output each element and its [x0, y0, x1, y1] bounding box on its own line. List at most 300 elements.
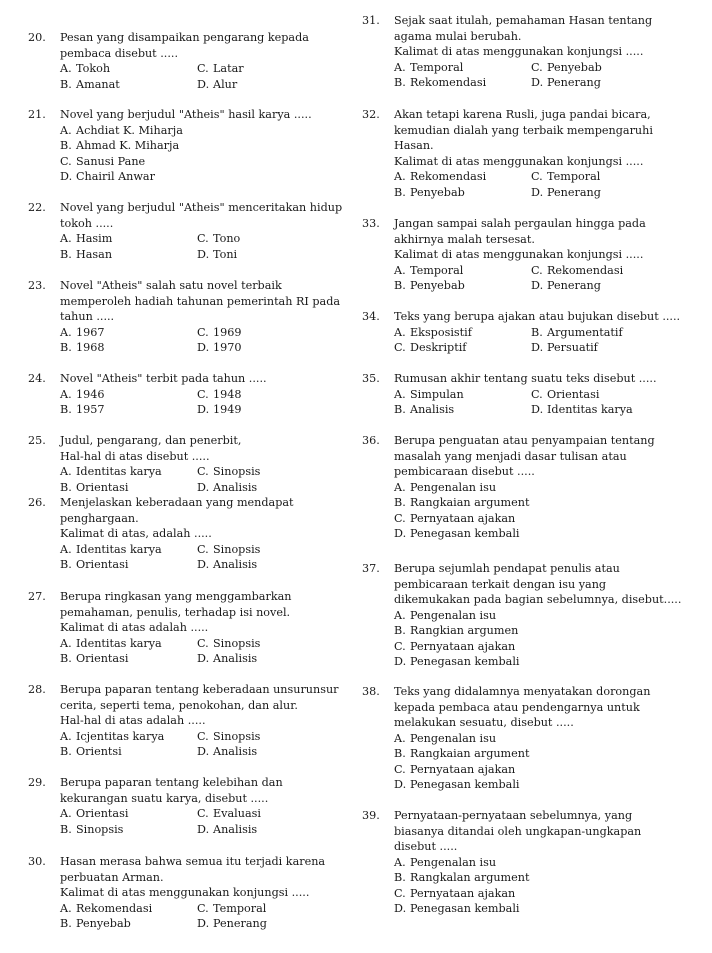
question-text-line: pembicaraan disebut .....	[394, 465, 535, 478]
question-number: 25.	[28, 434, 46, 447]
answer-option[interactable]	[394, 325, 531, 341]
option-letter: C.	[197, 542, 209, 556]
answer-options	[394, 387, 702, 418]
question-text-line: pembicaraan terkait dengan isu yang	[394, 577, 607, 591]
answer-option[interactable]	[60, 340, 197, 356]
answer-option[interactable]	[531, 325, 702, 341]
option-text: Penegasan kembali	[410, 655, 520, 668]
question-number: 28.	[28, 683, 46, 696]
question-number: 30.	[28, 855, 46, 868]
answer-options	[394, 60, 702, 91]
question-number: 22.	[28, 201, 46, 214]
option-text: Pernyataan ajakan	[410, 511, 516, 525]
answer-option[interactable]	[394, 75, 531, 91]
answer-option[interactable]	[60, 916, 197, 932]
option-letter: A.	[60, 123, 72, 137]
option-letter: A.	[60, 636, 72, 650]
question-text-line: Novel "Atheis" terbit pada tahun .....	[60, 372, 267, 385]
answer-option[interactable]	[197, 901, 348, 917]
question-body	[394, 107, 702, 200]
question-text-line: tahun .....	[60, 310, 115, 323]
question-text-line: Kalimat di atas menggunakan konjungsi .....	[394, 248, 644, 261]
answer-option[interactable]	[60, 154, 348, 170]
question-text-line: disebut .....	[394, 840, 458, 853]
question-text-line: Teks yang berupa ajakan atau bujukan disebut .....	[394, 310, 681, 323]
option-letter: B.	[60, 917, 72, 930]
option-letter: C.	[531, 170, 543, 183]
answer-option[interactable]	[197, 325, 348, 341]
answer-option[interactable]	[394, 278, 531, 294]
option-text: Orientsi	[76, 745, 122, 758]
option-text: Hasan	[76, 247, 113, 261]
option-text: Simpulan	[410, 387, 464, 401]
option-text: Toni	[213, 247, 238, 261]
option-text: Pernyataan ajakan	[410, 639, 516, 653]
option-letter: B.	[394, 747, 406, 760]
option-text: Tokoh	[76, 62, 111, 75]
answer-option[interactable]	[60, 806, 197, 822]
option-text: 1969	[213, 325, 242, 339]
option-text: Penegasan kembali	[410, 902, 520, 915]
answer-option[interactable]	[394, 480, 702, 496]
question-number: 26.	[28, 496, 46, 509]
answer-option[interactable]	[60, 325, 197, 341]
option-text: Persuatif	[547, 341, 598, 354]
answer-options	[394, 263, 702, 294]
answer-option[interactable]	[394, 762, 702, 778]
option-text: Temporal	[410, 60, 464, 74]
option-text: Penerang	[213, 917, 267, 930]
option-letter: C.	[394, 511, 406, 525]
answer-option[interactable]	[60, 480, 197, 496]
answer-options	[60, 387, 348, 418]
question-body	[60, 107, 348, 185]
option-letter: C.	[531, 387, 543, 401]
answer-option[interactable]	[197, 651, 348, 667]
question-number: 34.	[362, 310, 380, 323]
option-letter: C.	[197, 729, 209, 743]
answer-option[interactable]	[197, 480, 348, 496]
answer-option[interactable]	[531, 263, 702, 279]
answer-options	[394, 325, 702, 356]
option-text: Latar	[213, 62, 244, 75]
answer-option[interactable]	[394, 870, 702, 886]
option-text: Tono	[213, 232, 241, 245]
answer-option[interactable]	[394, 623, 702, 639]
answer-option[interactable]	[60, 402, 197, 418]
answer-options	[60, 542, 348, 573]
answer-options	[394, 608, 702, 670]
option-letter: B.	[394, 496, 406, 509]
option-letter: A.	[394, 170, 406, 183]
question-number: 23.	[28, 279, 46, 292]
question-text-line: penghargaan.	[60, 511, 139, 525]
question-text-line: Berupa penguatan atau penyampaian tentang	[394, 434, 655, 447]
option-text: 1968	[76, 341, 105, 354]
answer-option[interactable]	[197, 464, 348, 480]
option-text: Deskriptif	[410, 341, 467, 354]
question-number: 38.	[362, 685, 380, 698]
question-text-line: Hasan.	[394, 139, 434, 152]
answer-option[interactable]	[60, 77, 197, 93]
option-letter: C.	[531, 263, 543, 277]
answer-option[interactable]	[531, 387, 702, 403]
question-text-line: Berupa paparan tentang keberadaan unsurunsur	[60, 683, 339, 696]
question-text-line: kepada pembaca atau pendengarnya untuk	[394, 700, 640, 714]
question-text-line: Menjelaskan keberadaan yang mendapat	[60, 496, 294, 509]
option-text: Rangkaian argument	[410, 747, 530, 760]
option-letter: D.	[531, 341, 544, 354]
option-letter: B.	[60, 247, 72, 261]
option-text: 1949	[213, 403, 242, 416]
option-text: Icjentitas karya	[76, 729, 165, 743]
answer-option[interactable]	[60, 636, 197, 652]
option-letter: C.	[197, 62, 209, 75]
option-letter: D.	[197, 822, 210, 836]
answer-option[interactable]	[60, 729, 197, 745]
question-body	[394, 808, 702, 917]
option-text: 1970	[213, 341, 242, 354]
question-text-line: Novel "Atheis" salah satu novel terbaik	[60, 279, 282, 292]
option-letter: B.	[60, 745, 72, 758]
option-text: Pengenalan isu	[410, 731, 497, 745]
answer-option[interactable]	[531, 60, 702, 76]
answer-options	[60, 636, 348, 667]
question-text-line: Teks yang didalamnya menyatakan dorongan	[394, 685, 651, 698]
option-letter: C.	[197, 901, 209, 915]
question-text-line: Rumusan akhir tentang suatu teks disebut .....	[394, 372, 657, 385]
option-letter: B.	[531, 325, 543, 339]
option-text: Achdiat K. Miharja	[76, 123, 183, 137]
answer-option[interactable]	[197, 729, 348, 745]
answer-options	[394, 855, 702, 917]
option-letter: C.	[394, 639, 406, 653]
question-body	[394, 433, 702, 542]
question-body	[60, 433, 348, 495]
option-text: Analisis	[213, 480, 258, 494]
option-letter: B.	[60, 139, 72, 152]
answer-option[interactable]	[394, 169, 531, 185]
option-letter: B.	[394, 185, 406, 199]
option-text: Chairil Anwar	[76, 170, 155, 183]
option-letter: B.	[394, 76, 406, 89]
option-letter: C.	[197, 807, 209, 820]
question-text-line: Judul, pengarang, dan penerbit,	[60, 434, 242, 447]
option-text: Temporal	[213, 901, 267, 915]
answer-option[interactable]	[197, 340, 348, 356]
option-letter: B.	[60, 822, 72, 836]
answer-option[interactable]	[60, 651, 197, 667]
option-letter: A.	[60, 542, 72, 556]
option-text: Analisis	[213, 558, 258, 571]
question-body	[60, 775, 348, 837]
question-text-line: Hal-hal di atas adalah .....	[60, 714, 206, 727]
answer-option[interactable]	[531, 75, 702, 91]
option-text: 1967	[76, 325, 105, 339]
option-letter: A.	[394, 608, 406, 622]
answer-options	[60, 464, 348, 495]
option-letter: A.	[394, 60, 406, 74]
answer-option[interactable]	[394, 263, 531, 279]
answer-option[interactable]	[394, 340, 531, 356]
answer-option[interactable]	[60, 123, 348, 139]
answer-option[interactable]	[394, 495, 702, 511]
option-letter: D.	[197, 652, 210, 665]
option-text: Penerang	[547, 76, 601, 89]
option-letter: B.	[60, 480, 72, 494]
answer-option[interactable]	[394, 526, 702, 542]
question-text-line: Hasan merasa bahwa semua itu terjadi karena	[60, 855, 326, 868]
option-text: 1946	[76, 387, 105, 401]
answer-option[interactable]	[197, 916, 348, 932]
answer-option[interactable]	[531, 185, 702, 201]
option-letter: C.	[197, 387, 209, 401]
answer-option[interactable]	[60, 744, 197, 760]
option-text: Rekomendasi	[76, 901, 153, 915]
option-text: Pengenalan isu	[410, 480, 497, 494]
option-letter: A.	[60, 807, 72, 820]
answer-option[interactable]	[531, 402, 702, 418]
question-number: 20.	[28, 31, 46, 44]
question-text-line: akhirnya malah tersesat.	[394, 232, 535, 246]
answer-option[interactable]	[197, 542, 348, 558]
option-text: Penerang	[547, 185, 601, 199]
answer-option[interactable]	[60, 542, 197, 558]
question-number: 36.	[362, 434, 380, 447]
answer-option[interactable]	[60, 901, 197, 917]
answer-option[interactable]	[197, 387, 348, 403]
answer-options	[394, 731, 702, 793]
option-text: Penyebab	[547, 60, 602, 74]
option-letter: D.	[197, 480, 210, 494]
option-letter: B.	[60, 403, 72, 416]
answer-option[interactable]	[60, 138, 348, 154]
option-text: Analisis	[213, 652, 258, 665]
answer-option[interactable]	[531, 169, 702, 185]
answer-option[interactable]	[197, 636, 348, 652]
answer-option[interactable]	[394, 402, 531, 418]
question-text-line: perbuatan Arman.	[60, 870, 164, 884]
answer-option[interactable]	[197, 557, 348, 573]
option-letter: D.	[394, 902, 407, 915]
question-body	[394, 684, 702, 793]
option-text: Ahmad K. Miharja	[76, 139, 180, 152]
answer-options	[60, 123, 348, 185]
question-number: 37.	[362, 562, 380, 575]
question-text-line: Berupa ringkasan yang menggambarkan	[60, 590, 292, 603]
answer-option[interactable]	[60, 169, 348, 185]
question-text-line: Kalimat di atas menggunakan konjungsi .....	[394, 45, 644, 58]
question-body	[60, 371, 348, 418]
question-number: 31.	[362, 14, 380, 27]
option-letter: C.	[394, 762, 406, 776]
question-text-line: masalah yang menjadi dasar tulisan atau	[394, 449, 627, 463]
option-letter: C.	[531, 60, 543, 74]
option-text: Identitas karya	[547, 403, 633, 416]
option-letter: B.	[60, 77, 72, 91]
answer-option[interactable]	[197, 744, 348, 760]
answer-option[interactable]	[394, 185, 531, 201]
answer-option[interactable]	[197, 61, 348, 77]
option-text: Rekomendasi	[410, 76, 487, 89]
answer-option[interactable]	[197, 231, 348, 247]
answer-option[interactable]	[60, 61, 197, 77]
answer-option[interactable]	[531, 278, 702, 294]
question-body	[394, 13, 702, 91]
option-text: Rekomendasi	[547, 263, 624, 277]
answer-option[interactable]	[60, 231, 197, 247]
question-body	[60, 854, 348, 932]
option-text: Penyebab	[410, 279, 465, 292]
option-letter: D.	[60, 170, 73, 183]
answer-option[interactable]	[394, 654, 702, 670]
answer-option[interactable]	[60, 387, 197, 403]
option-letter: B.	[60, 341, 72, 354]
answer-option[interactable]	[394, 60, 531, 76]
answer-option[interactable]	[197, 77, 348, 93]
question-body	[394, 309, 702, 356]
option-letter: D.	[531, 279, 544, 292]
question-text-line: Akan tetapi karena Rusli, juga pandai bicara,	[394, 108, 651, 121]
option-letter: B.	[60, 652, 72, 665]
option-letter: A.	[394, 263, 406, 277]
option-text: Orientasi	[76, 652, 129, 665]
question-text-line: Berupa sejumlah pendapat penulis atau	[394, 562, 620, 575]
option-text: Pernyataan ajakan	[410, 886, 516, 900]
question-text-line: Kalimat di atas menggunakan konjungsi .....	[394, 154, 644, 168]
answer-option[interactable]	[197, 806, 348, 822]
option-letter: D.	[197, 403, 210, 416]
option-text: Rangkaian argument	[410, 496, 530, 509]
question-body	[394, 216, 702, 294]
answer-option[interactable]	[394, 746, 702, 762]
question-text-line: biasanya ditandai oleh ungkapan-ungkapan	[394, 824, 642, 838]
option-letter: A.	[394, 855, 406, 869]
option-letter: D.	[197, 247, 210, 261]
option-text: Orientasi	[76, 480, 129, 494]
answer-option[interactable]	[60, 822, 197, 838]
option-text: Identitas karya	[76, 542, 162, 556]
option-letter: C.	[197, 232, 209, 245]
question-text-line: Berupa paparan tentang kelebihan dan	[60, 776, 283, 789]
option-text: Penyebab	[76, 917, 131, 930]
answer-option[interactable]	[531, 340, 702, 356]
option-text: Eksposistif	[410, 325, 472, 339]
option-text: 1948	[213, 387, 242, 401]
answer-option[interactable]	[60, 557, 197, 573]
question-number: 29.	[28, 776, 46, 789]
question-body	[394, 371, 702, 418]
answer-option[interactable]	[394, 639, 702, 655]
answer-options	[60, 325, 348, 356]
option-letter: B.	[60, 558, 72, 571]
option-text: Amanat	[76, 77, 120, 91]
option-text: Analisis	[213, 822, 258, 836]
option-text: Orientasi	[76, 807, 129, 820]
answer-option[interactable]	[197, 822, 348, 838]
option-text: Penegasan kembali	[410, 778, 520, 791]
option-text: Orientasi	[547, 387, 600, 401]
option-letter: D.	[197, 558, 210, 571]
question-number: 39.	[362, 809, 380, 822]
answer-option[interactable]	[394, 511, 702, 527]
answer-option[interactable]	[197, 247, 348, 263]
option-letter: B.	[394, 624, 406, 637]
option-text: Rangkian argumen	[410, 624, 519, 637]
option-text: Sanusi Pane	[76, 154, 146, 168]
answer-option[interactable]	[394, 777, 702, 793]
answer-option[interactable]	[394, 387, 531, 403]
option-text: Analisis	[410, 403, 455, 416]
answer-option[interactable]	[197, 402, 348, 418]
question-body	[394, 561, 702, 670]
option-letter: A.	[60, 232, 72, 245]
answer-option[interactable]	[394, 886, 702, 902]
option-letter: D.	[197, 341, 210, 354]
question-text-line: melakukan sesuatu, disebut .....	[394, 716, 574, 729]
answer-options	[60, 901, 348, 932]
answer-option[interactable]	[394, 608, 702, 624]
option-text: Identitas karya	[76, 636, 162, 650]
option-text: Argumentatif	[547, 325, 623, 339]
option-letter: A.	[394, 325, 406, 339]
answer-option[interactable]	[60, 464, 197, 480]
option-letter: C.	[197, 465, 209, 478]
option-text: Rangkalan argument	[410, 871, 530, 884]
question-text-line: Pesan yang disampaikan pengarang kepada	[60, 31, 309, 44]
question-text-line: kekurangan suatu karya, disebut .....	[60, 791, 269, 805]
question-text-line: Pernyataan-pernyataan sebelumnya, yang	[394, 809, 633, 822]
answer-option[interactable]	[60, 247, 197, 263]
question-text-line: dikemukakan pada bagian sebelumnya, disebut.....	[394, 593, 682, 606]
question-text-line: pemahaman, penulis, terhadap isi novel.	[60, 605, 291, 619]
question-number: 24.	[28, 372, 46, 385]
question-text-line: Novel yang berjudul "Atheis" hasil karya .....	[60, 108, 312, 121]
option-text: Pengenalan isu	[410, 608, 497, 622]
option-letter: A.	[394, 480, 406, 494]
question-text-line: Sejak saat itulah, pemahaman Hasan tentang	[394, 14, 653, 27]
question-body	[60, 30, 348, 92]
answer-options	[60, 231, 348, 262]
question-body	[60, 682, 348, 760]
option-text: Orientasi	[76, 558, 129, 571]
question-number: 35.	[362, 372, 380, 385]
question-text-line: tokoh .....	[60, 216, 114, 230]
option-text: Penegasan kembali	[410, 527, 520, 540]
option-letter: A.	[60, 729, 72, 743]
answer-option[interactable]	[394, 901, 702, 917]
option-letter: D.	[394, 527, 407, 540]
option-letter: D.	[394, 655, 407, 668]
option-letter: C.	[394, 886, 406, 900]
option-letter: A.	[394, 387, 406, 401]
option-text: Sinopsis	[213, 729, 261, 743]
option-text: Sinopsis	[76, 822, 124, 836]
question-number: 33.	[362, 217, 380, 230]
option-letter: B.	[394, 403, 406, 416]
option-letter: A.	[60, 465, 72, 478]
question-body	[60, 200, 348, 262]
answer-options	[60, 729, 348, 760]
option-text: Hasim	[76, 232, 113, 245]
answer-option[interactable]	[394, 855, 702, 871]
option-text: Identitas karya	[76, 465, 162, 478]
option-letter: C.	[394, 341, 406, 354]
answer-options	[394, 169, 702, 200]
question-number: 32.	[362, 108, 380, 121]
answer-option[interactable]	[394, 731, 702, 747]
option-text: Alur	[213, 77, 238, 91]
